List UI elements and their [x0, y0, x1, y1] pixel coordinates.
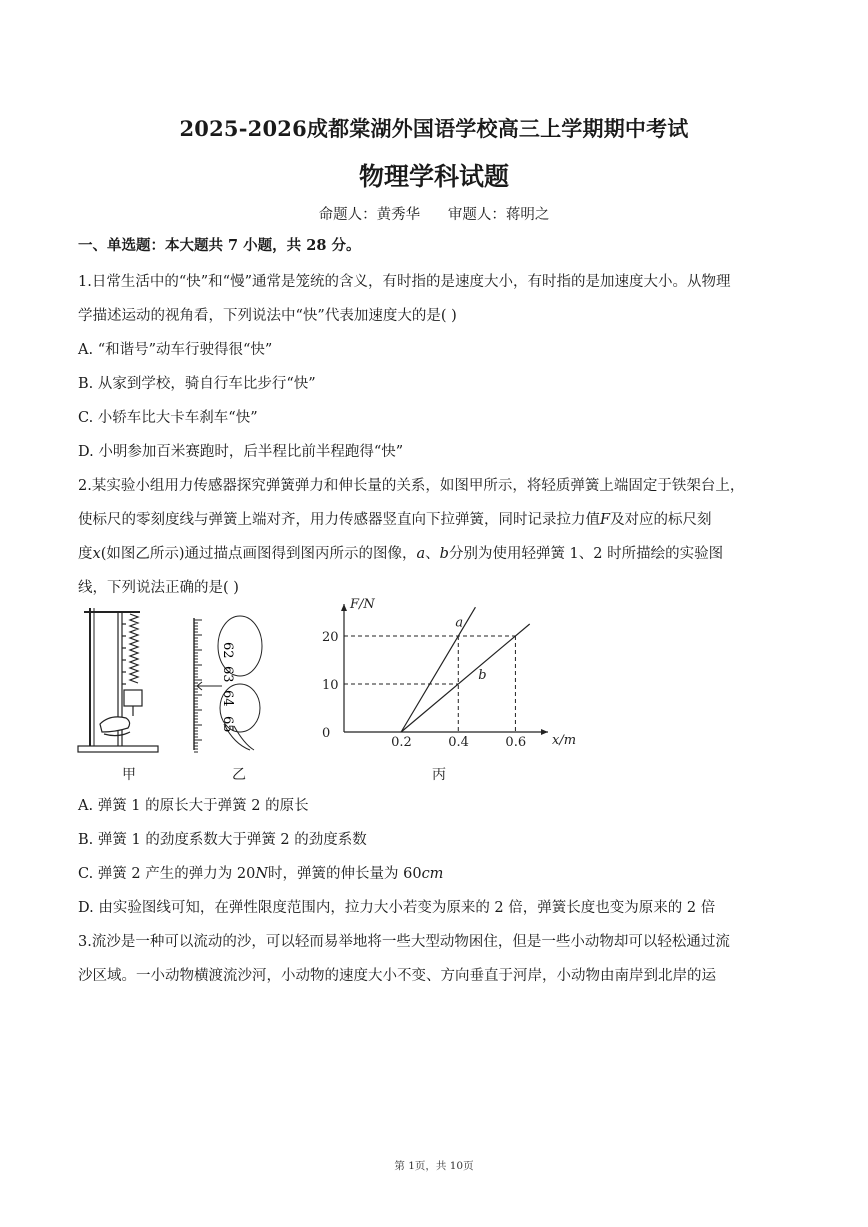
- ruler-tick-label: 65: [220, 716, 235, 733]
- q2-stem-line1: 2.某实验小组用力传感器探究弹簧弹力和伸长量的关系，如图甲所示，将轻质弹簧上端固定于铁架台上，: [78, 478, 745, 494]
- q1-stem-line2: 学描述运动的视角看，下列说法中“快”代表加速度大的是( ): [78, 308, 457, 324]
- q2-stem-line2: [78, 510, 798, 530]
- f-x-chart: [322, 597, 576, 750]
- unit-N: N: [255, 866, 268, 882]
- q3-stem-line1: 3.流沙是一种可以流动的沙，可以轻而易举地将一些大型动物困住，但是一些小动物却可以轻松通过流: [78, 934, 730, 950]
- figure-caption-bing: 丙: [432, 767, 446, 783]
- exam-title: 2025-2026成都棠湖外国语学校高三上学期期中考试: [179, 116, 689, 141]
- q1-stem-line1: 1.日常生活中的“快”和“慢”通常是笼统的含义，有时指的是速度大小，有时指的是加速度大小。从物理: [78, 274, 731, 290]
- var-a: a: [416, 546, 426, 562]
- y-tick-label: 10: [322, 678, 339, 693]
- q2-stem-line2-text: 使标尺的零刻度线与弹簧上端对齐，用力传感器竖直向下拉弹簧，同时记录拉力值: [78, 512, 600, 528]
- q1-option-d: D. 小明参加百米赛跑时，后半程比前半程跑得“快”: [78, 444, 404, 460]
- series-a-label: a: [455, 615, 464, 631]
- q2-option-a: A. 弹簧 1 的原长大于弹簧 2 的原长: [78, 798, 309, 814]
- q1-option-c: C. 小轿车比大卡车刹车“快”: [78, 410, 258, 426]
- y-axis-arrow: [341, 604, 347, 611]
- q1-option-a: A. “和谐号”动车行驶得很“快”: [78, 342, 273, 358]
- q2-stem-line3-b: (如图乙所示)通过描点画图得到图丙所示的图像，: [100, 546, 417, 562]
- y-axis-label: F/N: [350, 597, 375, 612]
- section-heading: 一、单选题：本大题共 7 小题，共 28 分。: [78, 237, 361, 254]
- q1-option-b: B. 从家到学校，骑自行车比步行“快”: [78, 376, 316, 392]
- iron-stand-drawing: [78, 608, 158, 752]
- y-tick-label: 20: [322, 630, 339, 645]
- unit-cm: cm: [421, 866, 444, 882]
- x-tick-label: 0.2: [391, 735, 412, 750]
- exam-subtitle: 物理学科试题: [358, 162, 509, 191]
- q2-option-b: B. 弹簧 1 的劲度系数大于弹簧 2 的劲度系数: [78, 832, 367, 848]
- q2-stem-line3: [78, 544, 798, 564]
- figure-caption-yi: 乙: [232, 767, 246, 783]
- series-b-line: [401, 624, 530, 732]
- var-F: F: [600, 512, 611, 528]
- page-footer: 第 1页，共 10页: [394, 1160, 474, 1172]
- ruler-tick-label: 62: [220, 642, 235, 659]
- q2-option-c: [78, 864, 798, 884]
- series-a-line: [401, 607, 475, 732]
- q2-stem-line3-c: 、: [425, 546, 440, 562]
- x-tick-label: 0.6: [505, 735, 527, 750]
- var-b: b: [439, 546, 449, 562]
- x-axis-arrow: [541, 729, 548, 735]
- series-b-label: b: [478, 668, 487, 684]
- q2-option-c-b: 时，弹簧的伸长量为 60: [268, 866, 422, 882]
- x-axis-label: x/m: [552, 733, 577, 748]
- q2-stem-line4: 线，下列说法正确的是( ): [78, 580, 239, 596]
- authors-line: 命题人：黄秀华 审题人：蒋明之: [318, 207, 550, 223]
- q2-stem-line3-a: 度: [78, 546, 93, 562]
- apparatus-figure: [74, 597, 577, 784]
- q2-stem-line3-d: 分别为使用轻弹簧 1、2 时所描绘的实验图: [448, 546, 724, 562]
- q2-stem-line2-tail: 及对应的标尺刻: [610, 512, 712, 528]
- q2-option-d: D. 由实验图线可知，在弹性限度范围内，拉力大小若变为原来的 2 倍，弹簧长度也变为原来的 2 倍: [78, 900, 716, 916]
- q3-stem-line2: 沙区域。一小动物横渡流沙河，小动物的速度大小不变、方向垂直于河岸，小动物由南岸到北岸的运: [78, 968, 716, 984]
- ruler-tick-label: 63: [220, 666, 235, 683]
- q2-figure: [74, 597, 577, 788]
- var-x: x: [92, 546, 101, 562]
- y-tick-label: 0: [322, 726, 331, 741]
- q2-option-c-a: C. 弹簧 2 产生的弹力为 20: [78, 866, 256, 882]
- x-tick-label: 0.4: [448, 735, 469, 750]
- ruler-tick-label: 64: [220, 690, 235, 707]
- figure-caption-jia: 甲: [122, 767, 136, 783]
